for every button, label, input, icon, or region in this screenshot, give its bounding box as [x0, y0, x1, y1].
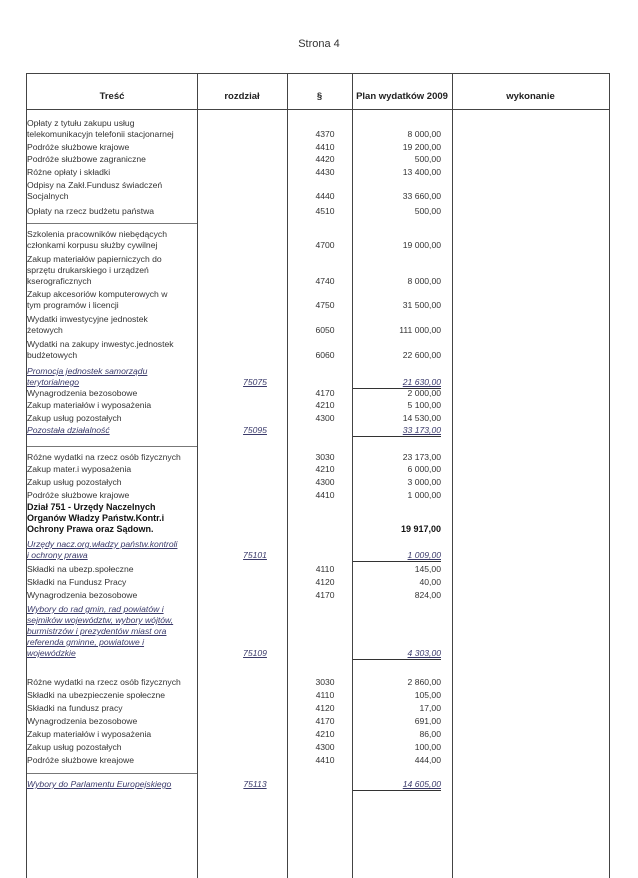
row-plan-value: 1 009,00: [353, 550, 441, 562]
row-plan-value: 2 860,00: [407, 677, 441, 687]
row-rozdzial: 75101: [243, 550, 267, 560]
row-description: [27, 502, 197, 535]
description-line: Podróże służbowe krajowe: [27, 142, 130, 152]
description-line: Opłaty z tytułu zakupu usług: [27, 118, 135, 128]
description-line: Składki na ubezpieczenie społeczne: [27, 690, 166, 700]
description-line: Szkolenia pracowników niebędących: [27, 229, 167, 239]
row-plan-value: 691,00: [414, 716, 441, 726]
description-line: żetowych: [27, 325, 63, 335]
description-line: Zakup usług pozostałych: [27, 413, 122, 423]
row-plan-value: 5 100,00: [407, 400, 441, 410]
row-paragraf: 4170: [315, 388, 335, 398]
description-line: Różne wydatki na rzecz osób fizycznych: [27, 677, 181, 687]
row-plan-value: 444,00: [414, 755, 441, 765]
description-line: członkami korpusu służby cywilnej: [27, 240, 158, 250]
row-plan-value: 500,00: [414, 154, 441, 164]
description-line: Różne wydatki na rzecz osób fizycznych: [27, 452, 181, 462]
description-line: referenda gminne, powiatowe i: [27, 637, 145, 647]
row-paragraf: 4210: [315, 400, 335, 410]
row-plan-value: 17,00: [419, 703, 441, 713]
row-description: [27, 477, 197, 488]
row-description: [27, 339, 197, 361]
row-plan-value: 105,00: [414, 690, 441, 700]
row-paragraf: 4210: [315, 464, 335, 474]
row-description: [27, 703, 197, 714]
row-plan-value: 14 605,00: [353, 779, 441, 791]
row-plan-value: 23 173,00: [402, 452, 441, 462]
row-description: [27, 314, 197, 336]
row-paragraf: 4740: [315, 276, 335, 286]
row-description: [27, 425, 197, 436]
description-line: Wybory do rad gmin, rad powiatów i: [27, 604, 164, 614]
description-line: Pozostała działalność: [27, 425, 110, 435]
row-paragraf: 4410: [315, 490, 335, 500]
description-line: Wydatki inwestycyjne jednostek: [27, 314, 148, 324]
row-plan-value: 19 917,00: [400, 524, 441, 534]
row-description: [27, 154, 197, 165]
row-description: [27, 755, 197, 766]
description-line: telekomunikacyjn telefonii stacjonarnej: [27, 129, 174, 139]
row-separator: [27, 446, 197, 447]
header-rozdzial: rozdział: [224, 91, 260, 102]
row-description: [27, 779, 197, 790]
header-tresc: Treść: [99, 91, 125, 102]
row-description: [27, 254, 197, 287]
row-description: [27, 206, 197, 217]
row-plan-value: 3 000,00: [407, 477, 441, 487]
row-paragraf: 4300: [315, 742, 335, 752]
row-separator: [27, 773, 197, 774]
row-paragraf: 6060: [315, 350, 335, 360]
row-description: [27, 729, 197, 740]
header-plan: Plan wydatków 2009: [356, 91, 448, 102]
row-plan-value: 6 000,00: [407, 464, 441, 474]
row-paragraf: 4420: [315, 154, 335, 164]
row-plan-value: 21 630,00: [353, 377, 441, 389]
description-line: Zakup materiałów i wyposażenia: [27, 400, 152, 410]
row-paragraf: 4120: [315, 577, 335, 587]
row-plan-value: 33 660,00: [402, 191, 441, 201]
row-rozdzial: 75075: [243, 377, 267, 387]
row-description: [27, 604, 197, 659]
row-description: [27, 590, 197, 601]
row-description: [27, 142, 197, 153]
row-paragraf: 3030: [315, 452, 335, 462]
description-line: Zakup usług pozostałych: [27, 477, 122, 487]
row-plan-value: 33 173,00: [353, 425, 441, 437]
row-description: [27, 742, 197, 753]
description-line: Zakup mater.i wyposażenia: [27, 464, 132, 474]
description-line: tym programów i licencji: [27, 300, 119, 310]
row-paragraf: 4410: [315, 755, 335, 765]
row-paragraf: 4370: [315, 129, 335, 139]
description-line: Różne opłaty i składki: [27, 167, 111, 177]
row-description: [27, 388, 197, 399]
description-line: Wybory do Parlamentu Europejskiego: [27, 779, 172, 789]
row-description: [27, 413, 197, 424]
row-paragraf: 4210: [315, 729, 335, 739]
description-line: Zakup akcesoriów komputerowych w: [27, 289, 168, 299]
description-line: budżetowych: [27, 350, 78, 360]
description-line: Wydatki na zakupy inwestyc.jednostek: [27, 339, 174, 349]
row-paragraf: 3030: [315, 677, 335, 687]
row-plan-value: 111 000,00: [399, 325, 441, 335]
row-separator: [27, 223, 197, 224]
row-plan-value: 2 000,00: [407, 388, 441, 398]
row-description: [27, 677, 197, 688]
row-plan-value: 824,00: [414, 590, 441, 600]
description-line: i ochrony prawa: [27, 550, 88, 560]
col-divider: [197, 74, 198, 878]
description-line: Podróże służbowe zagraniczne: [27, 154, 146, 164]
row-rozdzial: 75113: [243, 779, 267, 789]
row-plan-value: 100,00: [414, 742, 441, 752]
row-paragraf: 4410: [315, 142, 335, 152]
page-title: Strona 4: [298, 38, 340, 50]
col-divider: [452, 74, 453, 878]
row-paragraf: 4700: [315, 240, 335, 250]
row-paragraf: 4110: [315, 690, 335, 700]
description-line: Ochrony Prawa oraz Sądown.: [27, 524, 154, 534]
description-line: Wynagrodzenia bezosobowe: [27, 716, 138, 726]
row-rozdzial: 75109: [243, 648, 267, 658]
row-description: [27, 289, 197, 311]
description-line: wojewódzkie: [27, 648, 76, 658]
row-paragraf: 4750: [315, 300, 335, 310]
description-line: Zakup materiałów i wyposażenia: [27, 729, 152, 739]
row-plan-value: 8 000,00: [407, 276, 441, 286]
row-paragraf: 4510: [315, 206, 335, 216]
description-line: burmistrzów i prezydentów miast ora: [27, 626, 167, 636]
description-line: Odpisy na Zakł.Fundusz świadczeń: [27, 180, 163, 190]
description-line: Urzędy nacz.org.władzy państw.kontroli: [27, 539, 178, 549]
row-paragraf: 4300: [315, 413, 335, 423]
row-paragraf: 4300: [315, 477, 335, 487]
row-description: [27, 366, 197, 388]
description-line: Podróże służbowe kreajowe: [27, 755, 135, 765]
row-description: [27, 229, 197, 251]
row-description: [27, 167, 197, 178]
row-description: [27, 564, 197, 575]
row-description: [27, 400, 197, 411]
row-rozdzial: 75095: [243, 425, 267, 435]
description-line: Składki na fundusz pracy: [27, 703, 123, 713]
row-paragraf: 4110: [315, 564, 335, 574]
description-line: Podróże służbowe krajowe: [27, 490, 130, 500]
row-description: [27, 539, 197, 561]
row-plan-value: 145,00: [414, 564, 441, 574]
row-paragraf: 4170: [315, 716, 335, 726]
header-wykonanie: wykonanie: [506, 91, 555, 102]
row-paragraf: 4120: [315, 703, 335, 713]
row-description: [27, 464, 197, 475]
row-description: [27, 180, 197, 202]
description-line: Składki na ubezp.społeczne: [27, 564, 134, 574]
header-divider: [27, 109, 609, 110]
budget-table: [26, 73, 610, 878]
header-paragraf: §: [316, 91, 323, 102]
row-description: [27, 690, 197, 701]
col-divider: [287, 74, 288, 878]
row-plan-value: 8 000,00: [407, 129, 441, 139]
row-plan-value: 14 530,00: [402, 413, 441, 423]
description-line: Składki na Fundusz Pracy: [27, 577, 127, 587]
row-plan-value: 86,00: [419, 729, 441, 739]
row-description: [27, 118, 197, 140]
row-plan-value: 19 200,00: [402, 142, 441, 152]
description-line: Zakup usług pozostałych: [27, 742, 122, 752]
row-plan-value: 22 600,00: [402, 350, 441, 360]
row-plan-value: 4 303,00: [353, 648, 441, 660]
description-line: Wynagrodzenia bezosobowe: [27, 590, 138, 600]
description-line: Zakup materiałów papierniczych do: [27, 254, 162, 264]
row-description: [27, 490, 197, 501]
row-description: [27, 577, 197, 588]
description-line: sprzętu drukarskiego i urządzeń: [27, 265, 149, 275]
description-line: Socjalnych: [27, 191, 69, 201]
row-paragraf: 4430: [315, 167, 335, 177]
row-description: [27, 716, 197, 727]
row-plan-value: 1 000,00: [407, 490, 441, 500]
row-plan-value: 500,00: [414, 206, 441, 216]
row-description: [27, 452, 197, 463]
row-plan-value: 31 500,00: [402, 300, 441, 310]
description-line: terytorialnego: [27, 377, 80, 387]
row-plan-value: 19 000,00: [402, 240, 441, 250]
row-plan-value: 40,00: [419, 577, 441, 587]
description-line: Wynagrodzenia bezosobowe: [27, 388, 138, 398]
description-line: kserograficznych: [27, 276, 92, 286]
description-line: sejmików województw, wybory wójtów,: [27, 615, 174, 625]
row-paragraf: 4440: [315, 191, 335, 201]
description-line: Promocja jednostek samorządu: [27, 366, 148, 376]
row-paragraf: 4170: [315, 590, 335, 600]
description-line: Dział 751 - Urzędy Naczelnych: [27, 502, 156, 512]
row-plan-value: 13 400,00: [402, 167, 441, 177]
row-paragraf: 6050: [315, 325, 335, 335]
description-line: Opłaty na rzecz budżetu państwa: [27, 206, 155, 216]
description-line: Organów Władzy Państw.Kontr.i: [27, 513, 165, 523]
